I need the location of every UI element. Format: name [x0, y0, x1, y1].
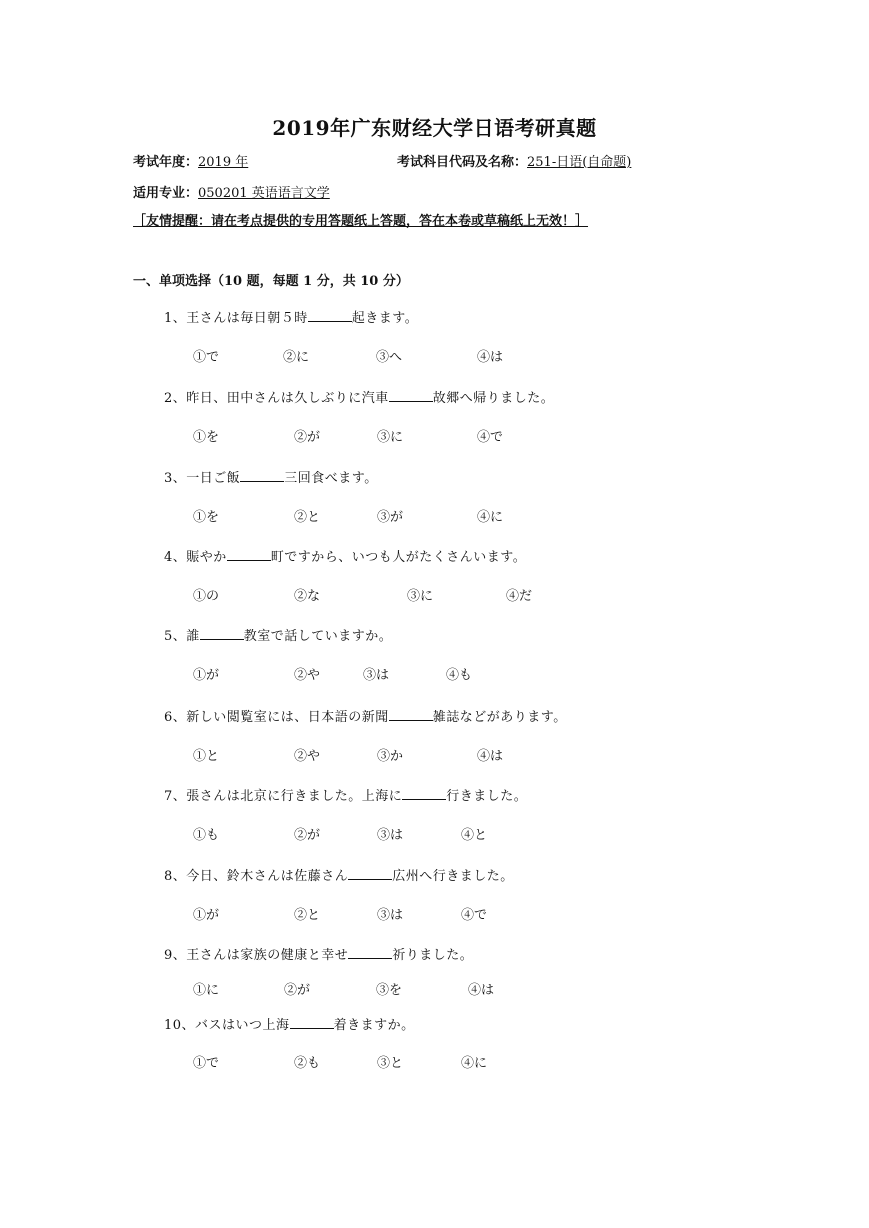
question-text-before: 昨日、田中さんは久しぶりに汽車	[186, 391, 389, 406]
option-2: ②や	[294, 668, 321, 683]
question-text-after: 着きますか。	[333, 1018, 415, 1033]
question-6	[164, 706, 567, 725]
question-8	[164, 865, 514, 884]
option-4: ④も	[446, 668, 473, 683]
option-3: ③へ	[376, 350, 403, 365]
question-text-after: 広州へ行きました。	[392, 869, 514, 884]
question-text-after: 三回食べます。	[284, 471, 378, 486]
option-2: ②が	[284, 983, 311, 998]
question-text-before: 王さんは家族の健康と幸せ	[186, 948, 349, 963]
page-title: 2019年广东财经大学日语考研真题	[272, 116, 597, 140]
option-2: ②や	[294, 749, 321, 764]
question-number: 8、	[164, 869, 187, 884]
question-7	[164, 785, 527, 804]
question-10	[164, 1014, 415, 1033]
option-4: ④は	[477, 749, 504, 764]
answer-blank	[227, 548, 271, 561]
option-3: ③は	[377, 828, 404, 843]
exam-subject-value: 251-日语(自命题)	[527, 155, 632, 170]
answer-blank	[308, 309, 352, 322]
option-2: ②が	[294, 828, 321, 843]
option-4: ④に	[477, 510, 504, 525]
answer-blank	[389, 708, 433, 721]
question-1	[164, 307, 418, 326]
answer-blank	[389, 389, 433, 402]
question-number: 1、	[164, 311, 187, 326]
exam-subject	[397, 151, 631, 170]
question-3	[164, 467, 378, 486]
applicable-major	[133, 182, 330, 201]
option-2: ②に	[283, 350, 310, 365]
option-3: ③を	[376, 983, 403, 998]
option-3: ③は	[363, 668, 390, 683]
option-1: ①も	[193, 828, 220, 843]
question-text-before: 王さんは毎日朝５時	[186, 311, 308, 326]
question-number: 3、	[164, 471, 187, 486]
question-text-after: 起きます。	[351, 311, 419, 326]
option-1: ①で	[193, 350, 220, 365]
option-1: ①で	[193, 1056, 220, 1071]
question-number: 2、	[164, 391, 187, 406]
question-number: 5、	[164, 629, 187, 644]
option-2: ②と	[294, 510, 321, 525]
question-text-before: バスはいつ上海	[195, 1018, 290, 1033]
question-9	[164, 944, 473, 963]
question-text-after: 雑誌などがあります。	[432, 710, 567, 725]
major-value: 050201 英语语言文学	[198, 186, 330, 201]
question-text-before: 一日ご飯	[186, 471, 241, 486]
question-text-after: 町ですから、いつも人がたくさんいます。	[270, 550, 527, 565]
option-3: ③に	[407, 589, 434, 604]
question-text-before: 張さんは北京に行きました。上海に	[186, 789, 403, 804]
option-3: ③は	[377, 908, 404, 923]
answer-blank	[402, 787, 446, 800]
exam-year-value: 2019 年	[198, 155, 249, 170]
option-1: ①の	[193, 589, 220, 604]
option-1: ①が	[193, 668, 220, 683]
question-text-before: 今日、鈴木さんは佐藤さん	[186, 869, 349, 884]
option-2: ②が	[294, 430, 321, 445]
question-5	[164, 625, 392, 644]
option-4: ④と	[461, 828, 488, 843]
exam-year-label: 考试年度：	[133, 155, 199, 170]
option-1: ①と	[193, 749, 220, 764]
major-label: 适用专业：	[133, 186, 199, 201]
answer-blank	[348, 946, 392, 959]
answer-blank	[240, 469, 284, 482]
question-number: 7、	[164, 789, 187, 804]
notice-reminder: ［友情提醒：请在考点提供的专用答题纸上答题，答在本卷或草稿纸上无效！］	[133, 214, 589, 229]
option-4: ④で	[461, 908, 488, 923]
question-number: 4、	[164, 550, 187, 565]
option-4: ④に	[461, 1056, 488, 1071]
option-4: ④だ	[506, 589, 533, 604]
question-number: 6、	[164, 710, 187, 725]
option-3: ③に	[377, 430, 404, 445]
answer-blank	[290, 1016, 334, 1029]
option-4: ④で	[477, 430, 504, 445]
option-4: ④は	[468, 983, 495, 998]
option-2: ②と	[294, 908, 321, 923]
option-3: ③が	[377, 510, 404, 525]
option-1: ①を	[193, 510, 220, 525]
section-heading: 一、单项选择（10 题，每题 1 分，共 10 分）	[133, 274, 409, 289]
question-number: 10、	[164, 1018, 196, 1033]
option-1: ①を	[193, 430, 220, 445]
option-3: ③と	[377, 1056, 404, 1071]
option-4: ④は	[477, 350, 504, 365]
exam-year	[133, 151, 248, 170]
question-text-after: 教室で話していますか。	[243, 629, 393, 644]
question-text-before: 新しい閲覧室には、日本語の新聞	[186, 710, 389, 725]
option-3: ③か	[377, 749, 404, 764]
question-text-before: 誰	[186, 629, 200, 644]
option-1: ①が	[193, 908, 220, 923]
option-1: ①に	[193, 983, 220, 998]
answer-blank	[200, 627, 244, 640]
question-text-after: 祈りました。	[392, 948, 474, 963]
answer-blank	[348, 867, 392, 880]
question-text-after: 行きました。	[446, 789, 528, 804]
exam-subject-label: 考试科目代码及名称：	[397, 155, 528, 170]
question-number: 9、	[164, 948, 187, 963]
option-2: ②も	[294, 1056, 321, 1071]
question-2	[164, 387, 554, 406]
question-text-before: 賑やか	[186, 550, 227, 565]
question-text-after: 故郷へ帰りました。	[432, 391, 555, 406]
question-4	[164, 546, 526, 565]
option-2: ②な	[294, 589, 321, 604]
